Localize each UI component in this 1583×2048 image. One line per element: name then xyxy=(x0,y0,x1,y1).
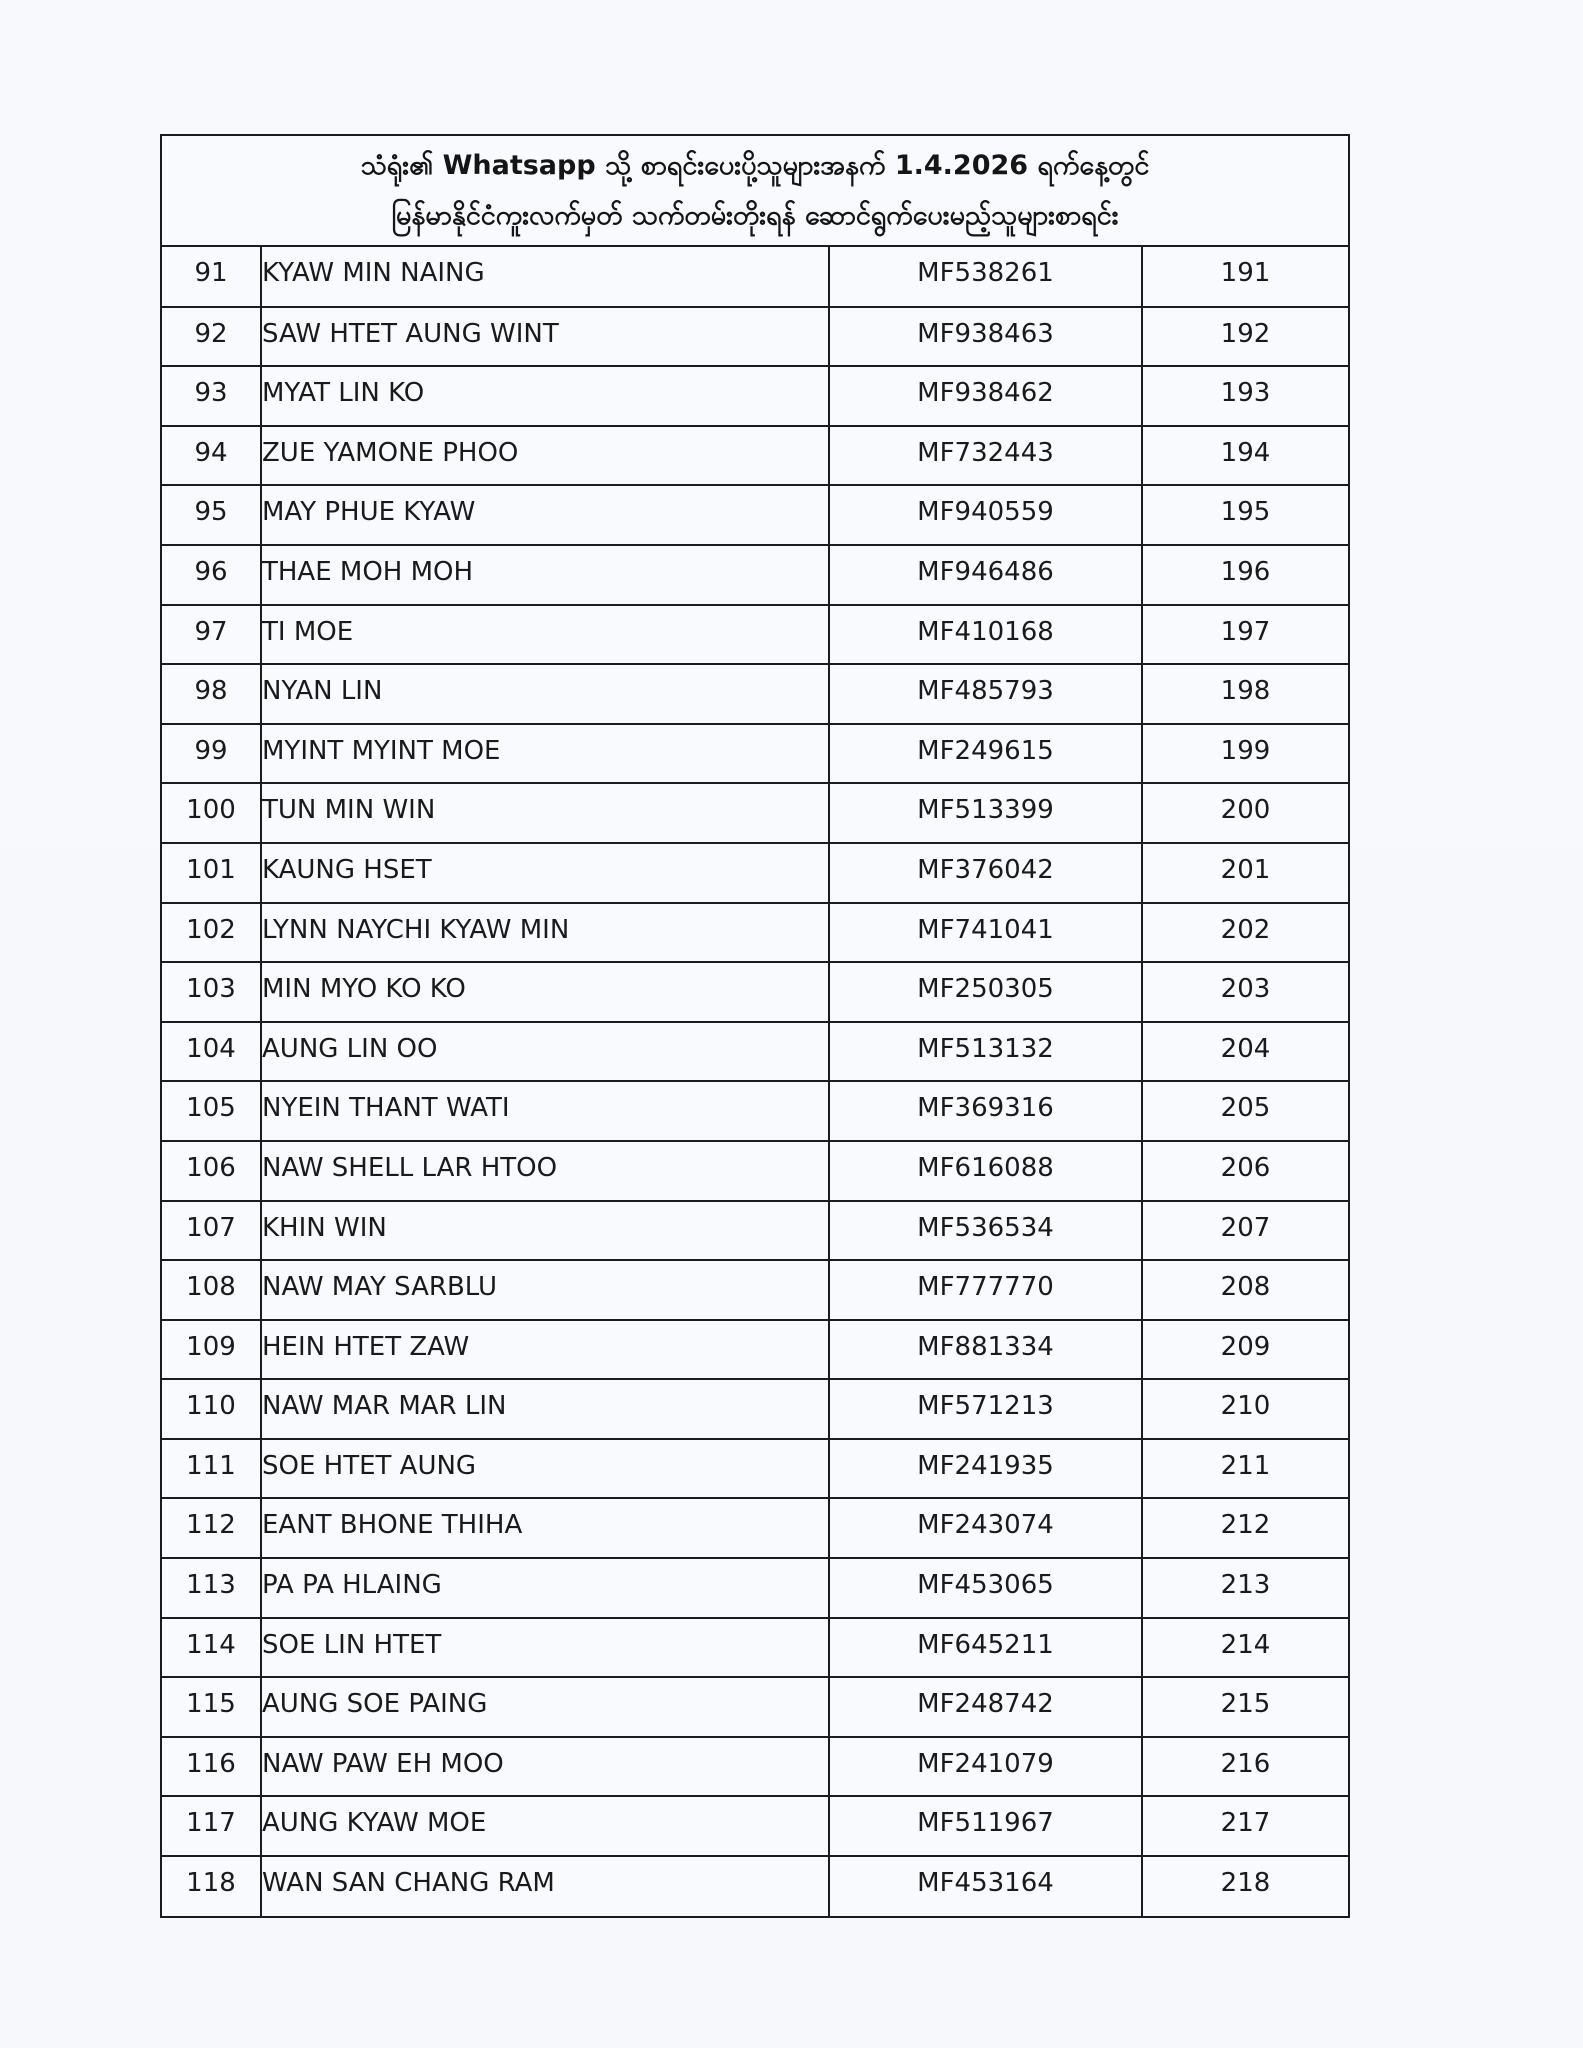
table-row xyxy=(162,962,1348,1022)
row-number: 111 xyxy=(162,1439,261,1499)
person-name: ZUE YAMONE PHOO xyxy=(261,426,829,486)
row-number: 94 xyxy=(162,426,261,486)
sequence-number: 217 xyxy=(1142,1796,1348,1856)
passport-number: MF511967 xyxy=(829,1796,1142,1856)
row-number: 105 xyxy=(162,1081,261,1141)
person-name: AUNG LIN OO xyxy=(261,1022,829,1082)
table-row xyxy=(162,545,1348,605)
sequence-number: 194 xyxy=(1142,426,1348,486)
passport-number: MF616088 xyxy=(829,1141,1142,1201)
table-row xyxy=(162,1498,1348,1558)
sequence-number: 199 xyxy=(1142,724,1348,784)
table-row xyxy=(162,1856,1348,1916)
sequence-number: 192 xyxy=(1142,307,1348,367)
sequence-number: 209 xyxy=(1142,1320,1348,1380)
row-number: 109 xyxy=(162,1320,261,1380)
row-number: 117 xyxy=(162,1796,261,1856)
passport-number: MF243074 xyxy=(829,1498,1142,1558)
row-number: 103 xyxy=(162,962,261,1022)
person-name: AUNG KYAW MOE xyxy=(261,1796,829,1856)
table-row xyxy=(162,664,1348,724)
passport-number: MF248742 xyxy=(829,1677,1142,1737)
table-row xyxy=(162,605,1348,665)
table-row xyxy=(162,1796,1348,1856)
sequence-number: 195 xyxy=(1142,485,1348,545)
passport-number: MF538261 xyxy=(829,247,1142,307)
sequence-number: 200 xyxy=(1142,783,1348,843)
table-row xyxy=(162,1618,1348,1678)
person-name: AUNG SOE PAING xyxy=(261,1677,829,1737)
passport-number: MF777770 xyxy=(829,1260,1142,1320)
passport-number: MF938463 xyxy=(829,307,1142,367)
table-row xyxy=(162,426,1348,486)
person-name: MIN MYO KO KO xyxy=(261,962,829,1022)
passport-number: MF485793 xyxy=(829,664,1142,724)
row-number: 104 xyxy=(162,1022,261,1082)
table-row xyxy=(162,1439,1348,1499)
table-row xyxy=(162,247,1348,307)
sequence-number: 214 xyxy=(1142,1618,1348,1678)
passport-number: MF513132 xyxy=(829,1022,1142,1082)
row-number: 93 xyxy=(162,366,261,426)
title-line-2: မြန်မာနိုင်ငံကူးလက်မှတ် သက်တမ်းတိုးရန် ဆောင်ရွက်ပေးမည့်သူများစာရင်း xyxy=(391,199,1119,231)
table-row xyxy=(162,724,1348,784)
row-number: 106 xyxy=(162,1141,261,1201)
passport-number: MF241079 xyxy=(829,1737,1142,1797)
table-row xyxy=(162,1737,1348,1797)
passport-number: MF453065 xyxy=(829,1558,1142,1618)
person-name: THAE MOH MOH xyxy=(261,545,829,605)
row-number: 92 xyxy=(162,307,261,367)
person-name: NYAN LIN xyxy=(261,664,829,724)
table-row xyxy=(162,843,1348,903)
sequence-number: 196 xyxy=(1142,545,1348,605)
row-number: 112 xyxy=(162,1498,261,1558)
table-row xyxy=(162,1260,1348,1320)
person-name: KHIN WIN xyxy=(261,1201,829,1261)
passport-number: MF453164 xyxy=(829,1856,1142,1916)
row-number: 96 xyxy=(162,545,261,605)
roster-table-frame xyxy=(160,134,1350,1918)
person-name: NYEIN THANT WATI xyxy=(261,1081,829,1141)
person-name: NAW SHELL LAR HTOO xyxy=(261,1141,829,1201)
sequence-number: 212 xyxy=(1142,1498,1348,1558)
row-number: 114 xyxy=(162,1618,261,1678)
table-row xyxy=(162,1201,1348,1261)
table-row xyxy=(162,1379,1348,1439)
row-number: 118 xyxy=(162,1856,261,1916)
table-row xyxy=(162,1022,1348,1082)
passport-number: MF241935 xyxy=(829,1439,1142,1499)
row-number: 113 xyxy=(162,1558,261,1618)
sequence-number: 207 xyxy=(1142,1201,1348,1261)
row-number: 100 xyxy=(162,783,261,843)
person-name: SOE HTET AUNG xyxy=(261,1439,829,1499)
row-number: 110 xyxy=(162,1379,261,1439)
table-row xyxy=(162,307,1348,367)
sequence-number: 213 xyxy=(1142,1558,1348,1618)
person-name: HEIN HTET ZAW xyxy=(261,1320,829,1380)
row-number: 101 xyxy=(162,843,261,903)
row-number: 107 xyxy=(162,1201,261,1261)
passport-number: MF369316 xyxy=(829,1081,1142,1141)
row-number: 108 xyxy=(162,1260,261,1320)
sequence-number: 197 xyxy=(1142,605,1348,665)
sequence-number: 201 xyxy=(1142,843,1348,903)
row-number: 116 xyxy=(162,1737,261,1797)
sequence-number: 202 xyxy=(1142,903,1348,963)
row-number: 91 xyxy=(162,247,261,307)
person-name: PA PA HLAING xyxy=(261,1558,829,1618)
person-name: LYNN NAYCHI KYAW MIN xyxy=(261,903,829,963)
table-row xyxy=(162,783,1348,843)
roster-table xyxy=(162,247,1348,1916)
sequence-number: 193 xyxy=(1142,366,1348,426)
sequence-number: 206 xyxy=(1142,1141,1348,1201)
table-row xyxy=(162,1081,1348,1141)
sequence-number: 216 xyxy=(1142,1737,1348,1797)
passport-number: MF410168 xyxy=(829,605,1142,665)
row-number: 99 xyxy=(162,724,261,784)
passport-number: MF645211 xyxy=(829,1618,1142,1678)
passport-number: MF732443 xyxy=(829,426,1142,486)
person-name: NAW MAY SARBLU xyxy=(261,1260,829,1320)
person-name: NAW PAW EH MOO xyxy=(261,1737,829,1797)
document-header xyxy=(162,136,1348,247)
row-number: 95 xyxy=(162,485,261,545)
table-row xyxy=(162,366,1348,426)
row-number: 115 xyxy=(162,1677,261,1737)
roster-table-body xyxy=(162,247,1348,1916)
sequence-number: 211 xyxy=(1142,1439,1348,1499)
person-name: EANT BHONE THIHA xyxy=(261,1498,829,1558)
passport-number: MF741041 xyxy=(829,903,1142,963)
sequence-number: 218 xyxy=(1142,1856,1348,1916)
passport-number: MF376042 xyxy=(829,843,1142,903)
sequence-number: 204 xyxy=(1142,1022,1348,1082)
table-row xyxy=(162,1677,1348,1737)
person-name: TUN MIN WIN xyxy=(261,783,829,843)
sequence-number: 215 xyxy=(1142,1677,1348,1737)
person-name: NAW MAR MAR LIN xyxy=(261,1379,829,1439)
sequence-number: 191 xyxy=(1220,258,1271,288)
row-number: 97 xyxy=(162,605,261,665)
passport-number: MF881334 xyxy=(829,1320,1142,1380)
sequence-number: 210 xyxy=(1142,1379,1348,1439)
passport-number: MF946486 xyxy=(829,545,1142,605)
table-row xyxy=(162,1558,1348,1618)
table-row xyxy=(162,1141,1348,1201)
passport-number: MF940559 xyxy=(829,485,1142,545)
person-name: MYAT LIN KO xyxy=(261,366,829,426)
passport-number: MF571213 xyxy=(829,1379,1142,1439)
passport-number: MF250305 xyxy=(829,962,1142,1022)
person-name: SOE LIN HTET xyxy=(261,1618,829,1678)
sequence-number: 203 xyxy=(1142,962,1348,1022)
person-name: WAN SAN CHANG RAM xyxy=(261,1856,829,1916)
row-number: 102 xyxy=(162,903,261,963)
person-name: MAY PHUE KYAW xyxy=(261,485,829,545)
person-name: TI MOE xyxy=(261,605,829,665)
sequence-number: 198 xyxy=(1142,664,1348,724)
person-name: KYAW MIN NAING xyxy=(261,247,829,307)
passport-number: MF513399 xyxy=(829,783,1142,843)
row-number: 98 xyxy=(162,664,261,724)
title-line-1: သံရုံး၏ Whatsapp သို့ စာရင်းပေးပို့သူများအနက် 1.4.2026 ရက်နေ့တွင် xyxy=(360,149,1150,181)
person-name: MYINT MYINT MOE xyxy=(261,724,829,784)
passport-number: MF249615 xyxy=(829,724,1142,784)
sequence-number: 208 xyxy=(1142,1260,1348,1320)
passport-number: MF536534 xyxy=(829,1201,1142,1261)
person-name: SAW HTET AUNG WINT xyxy=(261,307,829,367)
table-row xyxy=(162,1320,1348,1380)
person-name: KAUNG HSET xyxy=(261,843,829,903)
table-row xyxy=(162,485,1348,545)
table-row xyxy=(162,903,1348,963)
sequence-number: 205 xyxy=(1142,1081,1348,1141)
passport-number: MF938462 xyxy=(829,366,1142,426)
